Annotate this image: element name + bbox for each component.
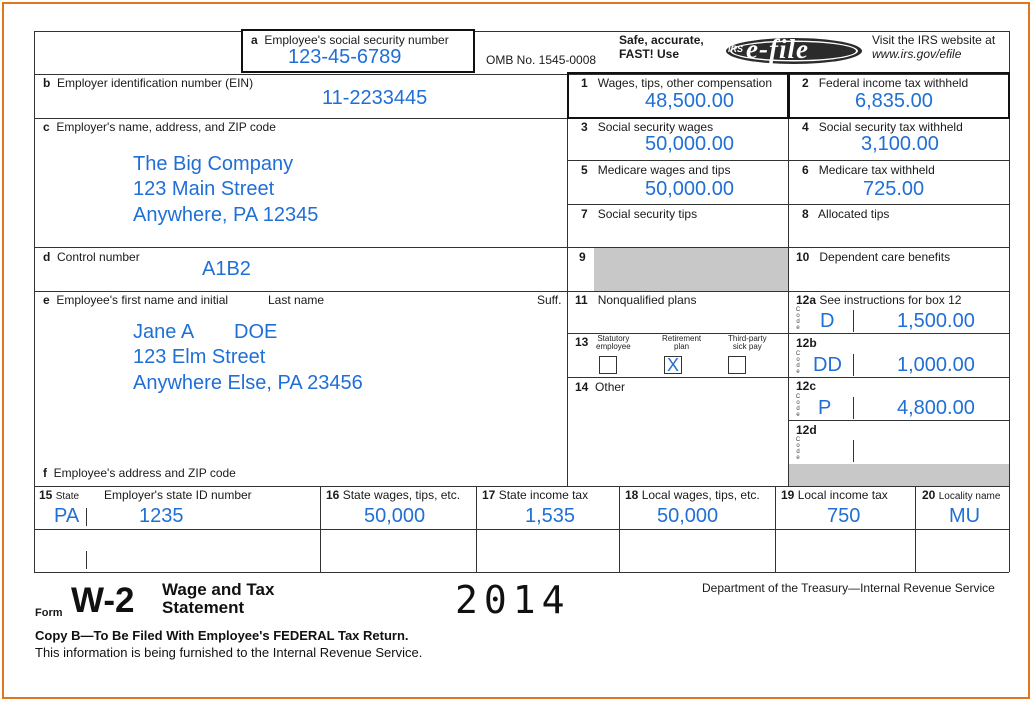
col-line: [86, 508, 87, 526]
box-17-label: 17 State income tax: [482, 488, 589, 502]
box-1-value[interactable]: 48,500.00: [645, 90, 734, 112]
box-3-value[interactable]: 50,000.00: [645, 133, 734, 155]
state-id-value[interactable]: 1235: [139, 505, 184, 527]
employer-name[interactable]: The Big Company: [133, 153, 294, 175]
box-12d-label: 12d: [796, 423, 817, 437]
col-line: [619, 486, 620, 572]
box-12a-label: 12a See instructions for box 12: [796, 293, 962, 307]
box-12c-code[interactable]: P: [818, 397, 832, 419]
box-7-label: 7 Social security tips: [581, 207, 698, 221]
third-party-sick-pay-checkbox[interactable]: [728, 356, 746, 374]
row-line: [34, 247, 1009, 248]
state-id-label: Employer's state ID number: [104, 488, 252, 502]
box-18-label: 18 Local wages, tips, etc.: [625, 488, 760, 502]
box-4-value[interactable]: 3,100.00: [861, 133, 939, 155]
box-6-label: 6 Medicare tax withheld: [802, 163, 935, 177]
ssn-value[interactable]: 123-45-6789: [288, 46, 402, 68]
code-vertical-label: C o d e: [795, 394, 801, 418]
box-5-label: 5 Medicare wages and tips: [581, 163, 731, 177]
box-4-label: 4 Social security tax withheld: [802, 120, 963, 134]
box-12d-shade: [789, 464, 1009, 486]
row-line: [567, 377, 788, 378]
last-name-label: Last name: [268, 293, 325, 307]
box-12a-code[interactable]: D: [820, 310, 835, 332]
row-line: [34, 291, 1009, 292]
row-line: [788, 377, 1009, 378]
col-line: [567, 74, 568, 486]
irs-info-notice: This information is being furnished to the Internal Revenue Service.: [35, 645, 423, 660]
box-18-value[interactable]: 50,000: [657, 505, 719, 527]
box-12b-amount[interactable]: 1,000.00: [897, 354, 975, 376]
box-10-label: 10 Dependent care benefits: [796, 250, 951, 264]
box-16-label: 16 State wages, tips, etc.: [326, 488, 461, 502]
left-border: [34, 31, 35, 572]
box-13-label: 13: [575, 335, 589, 349]
box-17-value[interactable]: 1,535: [525, 505, 576, 527]
box-9-shade: [594, 248, 788, 291]
employee-first-name[interactable]: Jane A: [133, 321, 195, 343]
box-1-label: 1 Wages, tips, other compensation: [581, 76, 773, 90]
col-line: [320, 486, 321, 572]
copy-b-notice: Copy B—To Be Filed With Employee's FEDERAL Tax Return.: [35, 628, 409, 643]
form-title-1: Wage and Tax: [162, 580, 275, 599]
code-divider: [853, 397, 854, 419]
third-party-label: Third-party sick pay: [728, 334, 767, 351]
box-19-label: 19 Local income tax: [781, 488, 888, 502]
col-line: [476, 486, 477, 572]
code-divider: [853, 440, 854, 462]
box-14-label: 14 Other: [575, 380, 626, 394]
ein-value[interactable]: 11-2233445: [322, 87, 428, 109]
code-vertical-label: C o d e: [795, 437, 801, 461]
box-20-value[interactable]: MU: [949, 505, 981, 527]
code-divider: [853, 310, 854, 332]
control-number[interactable]: A1B2: [202, 258, 251, 280]
tax-year: 2014: [455, 578, 571, 622]
efile-tagline-1: Safe, accurate,: [619, 33, 704, 47]
box-12a-amount[interactable]: 1,500.00: [897, 310, 975, 332]
box-2-label: 2 Federal income tax withheld: [802, 76, 969, 90]
code-divider: [853, 354, 854, 376]
box-15-label: 15 State: [39, 488, 80, 502]
employee-city[interactable]: Anywhere Else, PA 23456: [133, 372, 363, 394]
form-title-2: Statement: [162, 598, 245, 617]
box-2-value[interactable]: 6,835.00: [855, 90, 933, 112]
employee-last-name[interactable]: DOE: [234, 321, 278, 343]
top-border: [34, 31, 1009, 32]
statutory-label: Statutory employee: [596, 334, 631, 351]
box-19-value[interactable]: 750: [827, 505, 861, 527]
form-name: W-2: [71, 581, 135, 620]
box-11-label: 11 Nonqualified plans: [575, 293, 697, 307]
retirement-plan-checkbox[interactable]: X: [664, 356, 682, 374]
department-label: Department of the Treasury—Internal Revenue Service: [702, 581, 995, 595]
row-line: [788, 420, 1009, 421]
efile-logo: [724, 36, 864, 66]
statutory-employee-checkbox[interactable]: [599, 356, 617, 374]
col-line: [775, 486, 776, 572]
bottom-border: [34, 572, 1009, 573]
box-c-label: c Employer's name, address, and ZIP code: [43, 120, 276, 134]
box-f-label: f Employee's address and ZIP code: [43, 466, 236, 480]
box-12b-label: 12b: [796, 336, 817, 350]
irs-website-label: Visit the IRS website at: [872, 33, 996, 47]
box-20-label: 20 Locality name: [922, 488, 1001, 502]
row-line: [34, 486, 1009, 487]
box-a-label: a Employee's social security number: [251, 33, 449, 47]
box-6-value[interactable]: 725.00: [863, 178, 925, 200]
box-8-label: 8 Allocated tips: [802, 207, 890, 221]
col-line: [915, 486, 916, 572]
box-12c-label: 12c: [796, 379, 817, 393]
employer-street[interactable]: 123 Main Street: [133, 178, 275, 200]
box-d-label: d Control number: [43, 250, 140, 264]
code-vertical-label: C o d e: [795, 307, 801, 331]
box-9-label: 9: [579, 250, 586, 264]
code-vertical-label: C o d e: [795, 351, 801, 375]
box-5-value[interactable]: 50,000.00: [645, 178, 734, 200]
col-line: [788, 74, 789, 486]
row-line: [34, 529, 1009, 530]
form-word: Form: [35, 607, 63, 619]
employer-city[interactable]: Anywhere, PA 12345: [133, 204, 319, 226]
col-line: [86, 551, 87, 569]
efile-irs-text: IRS: [728, 44, 744, 54]
state-code[interactable]: PA: [54, 505, 80, 527]
box-12c-amount[interactable]: 4,800.00: [897, 397, 975, 419]
retirement-label: Retirement plan: [662, 334, 702, 351]
box-16-value[interactable]: 50,000: [364, 505, 426, 527]
box-12b-code[interactable]: DD: [813, 354, 842, 376]
efile-logo-text: e-file: [746, 34, 809, 64]
suffix-label: Suff.: [537, 293, 562, 307]
box-3-label: 3 Social security wages: [581, 120, 714, 134]
omb-number: OMB No. 1545-0008: [486, 53, 597, 67]
efile-tagline-2: FAST! Use: [619, 47, 680, 61]
irs-website-url[interactable]: www.irs.gov/efile: [872, 47, 962, 61]
box-e-label: e Employee's first name and initial: [43, 293, 229, 307]
employee-street[interactable]: 123 Elm Street: [133, 346, 266, 368]
box-b-label: b Employer identification number (EIN): [43, 76, 254, 90]
